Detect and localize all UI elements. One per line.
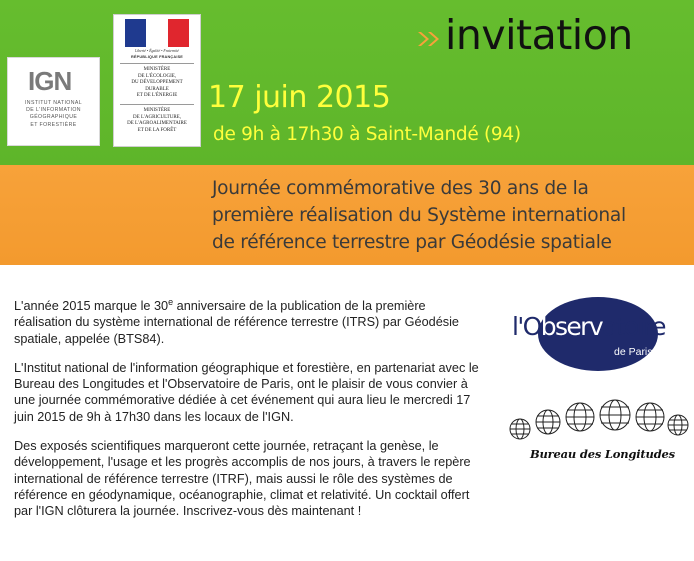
bureau-des-longitudes-logo [508,397,690,469]
double-chevron-right-icon [417,30,441,48]
headline-line: Journée commémorative des 30 ans de la [212,178,589,199]
invitation-title [417,11,633,59]
observatoire-de-paris-logo [512,297,692,371]
invitation-body [14,298,486,533]
headline-line: de référence terrestre par Géodésie spatiale [212,232,612,253]
ministry-ecology: MINISTÈRE DE L'ÉCOLOGIE, DU DÉVELOPPEMENT DURABLE ET DE L'ÉNERGIE [131,67,183,99]
divider [120,104,194,105]
ministry-logo-block [113,14,201,147]
republic-motto: Liberté • Égalité • Fraternité [135,49,179,53]
observatoire-wordmark: l'Observatoire [512,312,665,341]
ign-logo [7,57,100,146]
paragraph-partnership: L'Institut national de l'information géographique et forestière, en partenariat avec le Bureau des Longitudes et l'Observatoire de Paris, ont le plaisir de vous convier à une journée commémorative dédiée à cet événement qui aura lieu le mercredi 17 juin 2015 de 9h à 17h30 dans les locaux de l'IGN. [14,360,479,424]
ministry-agriculture: MINISTÈRE DE L'AGRICULTURE, DE L'AGROALIMENTAIRE ET DE LA FORÊT [127,108,187,133]
invitation-label: invitation [445,11,633,59]
globes-icon [508,397,690,447]
ign-wordmark: IGN [28,66,72,96]
republique-francaise: RÉPUBLIQUE FRANÇAISE [130,55,184,59]
bureau-des-longitudes-label: Bureau des Longitudes [530,447,675,461]
event-hours-location: de 9h à 17h30 à Saint-Mandé (94) [213,124,521,145]
observatoire-subtitle: de Paris [614,346,653,358]
french-flag-icon [125,19,189,47]
paragraph-anniversary: L'année 2015 marque le 30e anniversaire de la publication de la première réalisation du système international de référence terrestre (ITRS) par Géodésie spatiale, appelée (BTS84). [14,296,459,346]
ign-description: INSTITUT NATIONAL DE L'INFORMATION GÉOGRAPHIQUE ET FORESTIÈRE [24,100,83,128]
divider [120,63,194,64]
event-date: 17 juin 2015 [208,80,391,115]
paragraph-program: Des exposés scientifiques marqueront cette journée, retraçant la genèse, le développement, l'usage et les progrès accomplis de nos jours, à travers le repère international de référence terrestre (ITRF), mais aussi le rôle des systèmes de référence en géodynamique, océanographie, climat et relativité. Un cocktail offert par l'IGN clôturera la journée. Inscrivez-vous dès maintenant ! [14,439,471,519]
event-headline [212,175,692,256]
headline-line: première réalisation du Système international [212,205,626,226]
